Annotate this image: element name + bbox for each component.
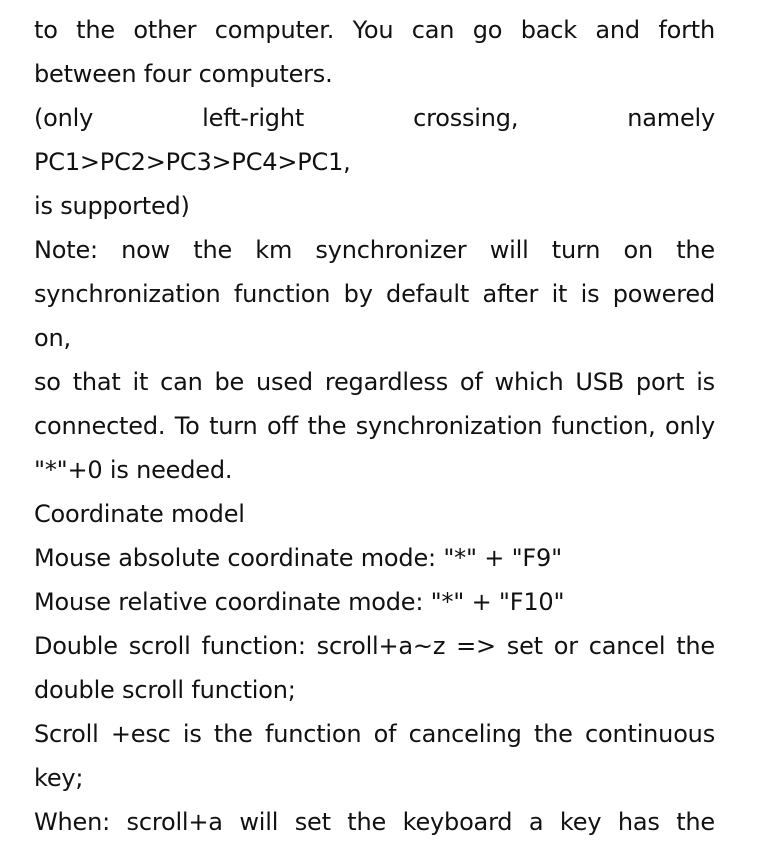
text-line-5: Note: now the km synchronizer will turn on the	[34, 236, 715, 264]
text-line-14: double scroll function;	[34, 676, 296, 704]
text-line-9: "*"+0 is needed.	[34, 456, 233, 484]
document-body	[34, 8, 715, 844]
text-line-7: so that it can be used regardless of which USB port is	[34, 368, 715, 396]
text-line-13: Double scroll function: scroll+a~z => set or cancel the	[34, 632, 715, 660]
text-line-1: to the other computer. You can go back and forth	[34, 16, 715, 44]
text-line-17: When: scroll+a will set the keyboard a key has the	[34, 808, 715, 836]
text-line-15: Scroll +esc is the function of canceling the continuous	[34, 720, 715, 748]
text-line-11: Mouse absolute coordinate mode: "*" + "F9"	[34, 544, 562, 572]
text-line-3: (only left-right crossing, namely PC1>PC2>PC3>PC4>PC1,	[34, 104, 715, 176]
section-heading: Coordinate model	[34, 500, 245, 528]
text-line-12: Mouse relative coordinate mode: "*" + "F10"	[34, 588, 565, 616]
text-line-6: synchronization function by default after it is powered on,	[34, 280, 715, 352]
text-line-16: key;	[34, 764, 84, 792]
text-line-4: is supported)	[34, 192, 190, 220]
text-line-2: between four computers.	[34, 60, 333, 88]
text-line-8: connected. To turn off the synchronization function, only	[34, 412, 715, 440]
